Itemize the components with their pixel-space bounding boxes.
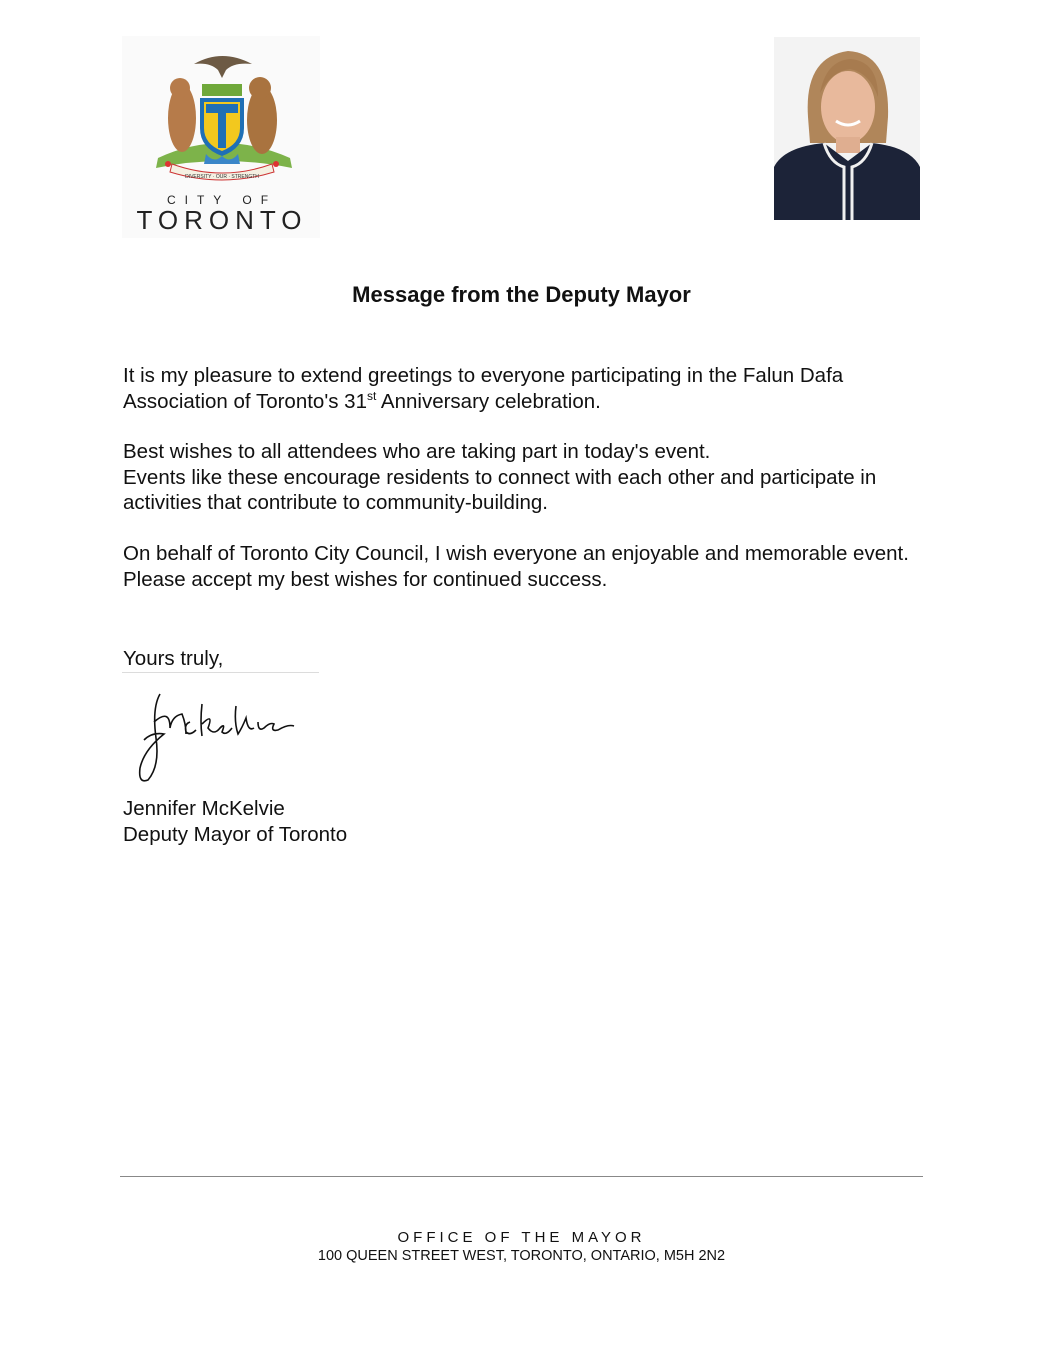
signature-image [130,688,310,788]
paragraph-closing-wishes: On behalf of Toronto City Council, I wish everyone an enjoyable and memorable event. Please accept my best wishes for continued success. [123,542,909,591]
footer-divider [120,1176,923,1177]
signer-title: Deputy Mayor of Toronto [123,822,348,846]
signer-block [123,796,347,847]
paragraph-best-wishes-line1: Best wishes to all attendees who are taking part in today's event. [123,440,711,463]
logo-motto: DIVERSITY · OUR · STRENGTH [185,174,259,180]
paragraph-best-wishes-line2: Events like these encourage residents to connect with each other and participate in activities that contribute to community-building. [123,465,877,514]
footer-office: OFFICE OF THE MAYOR [397,1229,646,1246]
logo-toronto: TORONTO [136,205,308,235]
signer-name: Jennifer McKelvie [123,797,285,820]
logo-city-of: CITY OF [166,193,278,207]
paragraph-greetings [123,363,923,414]
deputy-mayor-portrait [774,37,920,220]
coat-of-arms-icon [122,36,320,238]
city-of-toronto-logo [122,36,320,238]
paragraph-greetings-text: It is my pleasure to extend greetings to everyone participating in the Falun Dafa Association of Toronto's 31 [123,364,844,413]
handwritten-signature [130,688,310,788]
ordinal-suffix: st [367,388,377,403]
footer-address: 100 QUEEN STREET WEST, TORONTO, ONTARIO, M5H 2N2 [317,1248,726,1264]
paragraph-greetings-tail: Anniversary celebration. [376,389,601,413]
closing-salutation: Yours truly, [123,647,224,670]
letter-title: Message from the Deputy Mayor [352,282,691,307]
paragraph-best-wishes [123,439,923,516]
divider [122,672,319,673]
portrait-image [774,37,920,220]
